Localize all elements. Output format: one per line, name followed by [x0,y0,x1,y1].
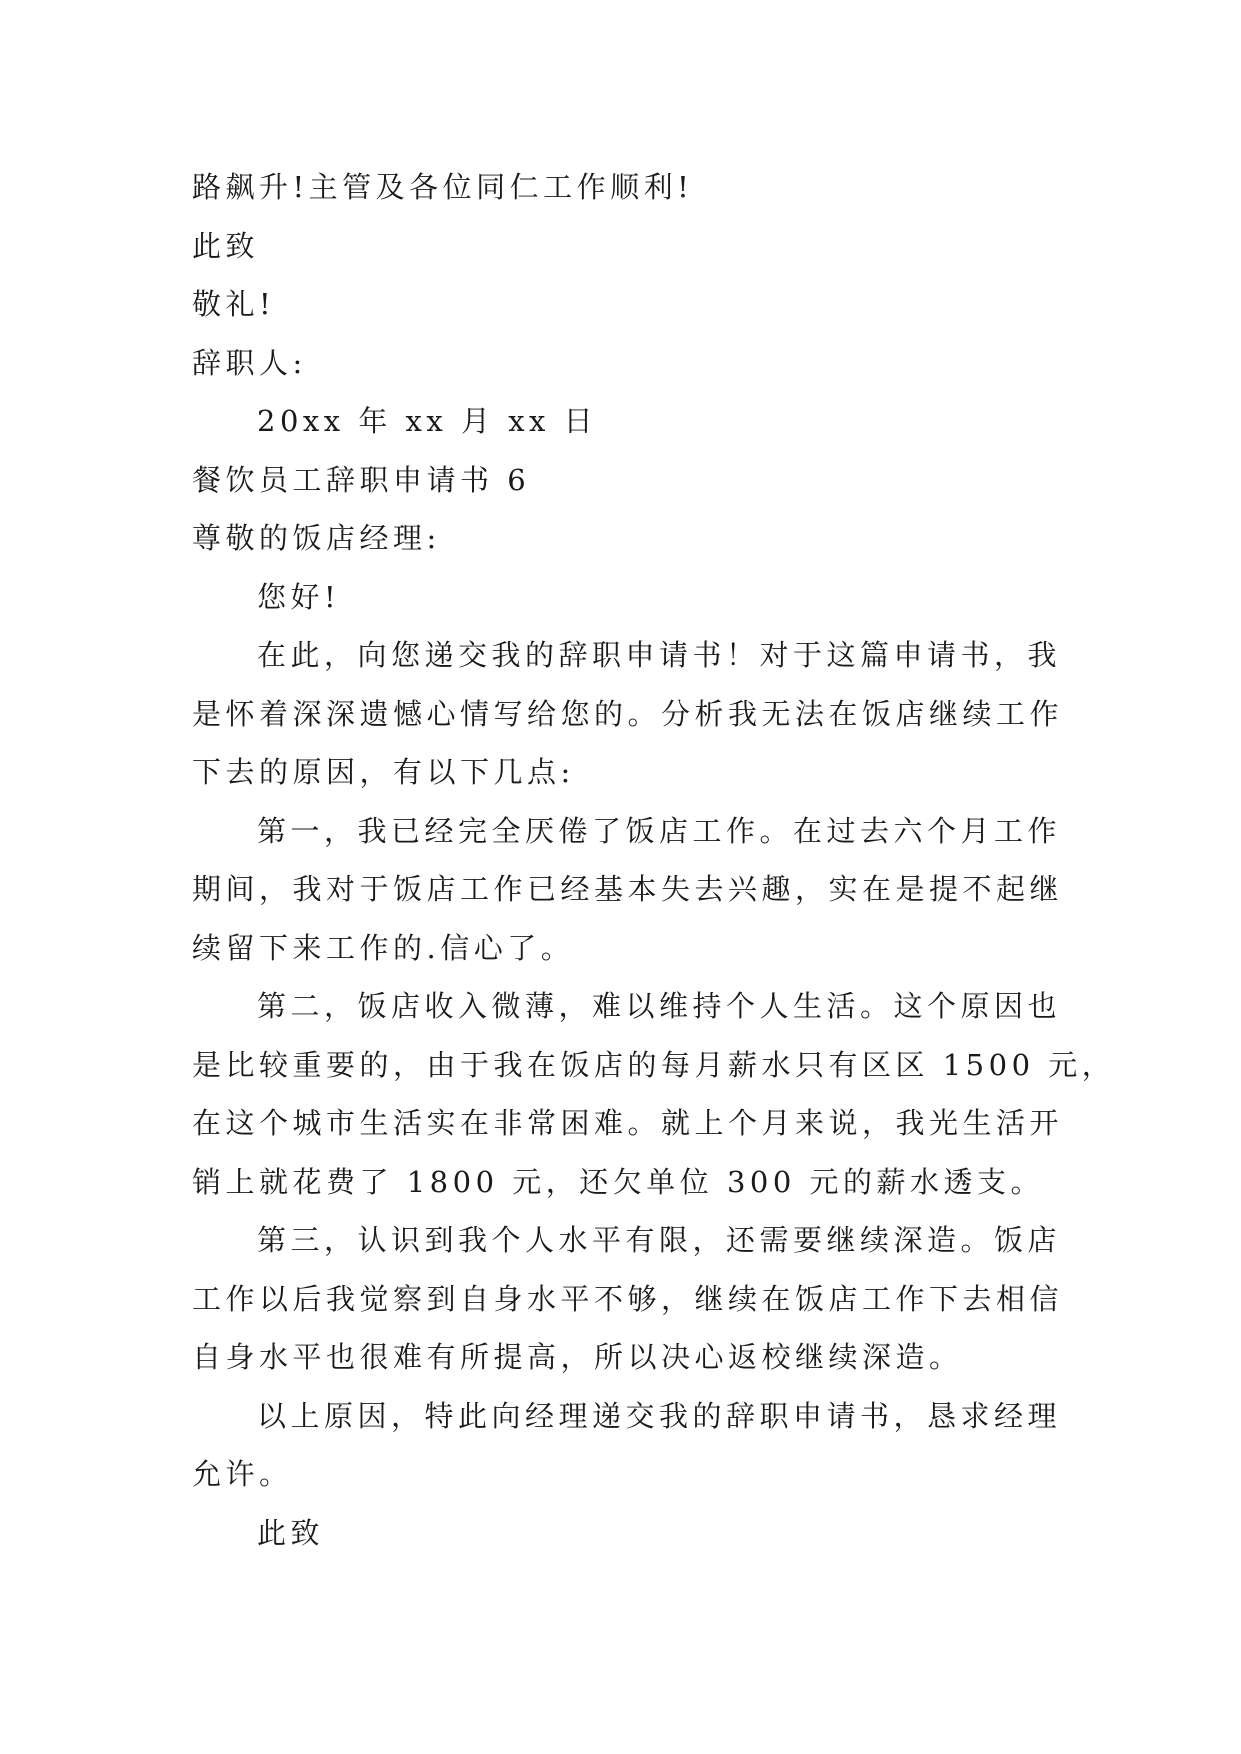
paragraph-line: 第三，认识到我个人水平有限，还需要继续深造。饭店 [257,1223,1062,1257]
paragraph-line: 销上就花费了 1800 元，还欠单位 300 元的薪水透支。 [192,1164,1045,1199]
paragraph-line: 是比较重要的，由于我在饭店的每月薪水只有区区 1500 元， [192,1047,1116,1082]
text-line: 此致 [192,228,260,263]
salutation: 尊敬的饭店经理: [192,521,441,555]
paragraph-line: 下去的原因，有以下几点: [192,755,575,789]
paragraph-line: 在这个城市生活实在非常困难。就上个月来说，我光生活开 [192,1106,1064,1140]
paragraph-line: 第一，我已经完全厌倦了饭店工作。在过去六个月工作 [257,813,1062,848]
paragraph-line: 是怀着深深遗憾心情写给您的。分析我无法在饭店继续工作 [192,696,1064,731]
paragraph-line: 续留下来工作的.信心了。 [192,930,575,965]
paragraph-line: 在此，向您递交我的辞职申请书！对于这篇申请书，我 [257,638,1062,672]
document-page [192,158,1116,1562]
paragraph-line: 以上原因，特此向经理递交我的辞职申请书，恳求经理 [257,1398,1062,1433]
text-line: 路飙升!主管及各位同仁工作顺利! [192,170,694,204]
text-line: 辞职人: [192,345,307,380]
paragraph-line: 工作以后我觉察到自身水平不够，继续在饭店工作下去相信 [192,1281,1064,1316]
date-line: 20xx 年 xx 月 xx 日 [257,404,598,438]
section-title: 餐饮员工辞职申请书 6 [192,462,531,497]
greeting: 您好! [257,579,341,614]
paragraph-line: 第二，饭店收入微薄，难以维持个人生活。这个原因也 [257,989,1062,1023]
paragraph-line: 自身水平也很难有所提高，所以决心返校继续深造。 [192,1340,963,1374]
paragraph-line: 期间，我对于饭店工作已经基本失去兴趣，实在是提不起继 [192,872,1064,906]
text-line: 敬礼! [192,287,276,321]
paragraph-line: 允许。 [192,1457,293,1491]
closing-line: 此致 [257,1515,325,1550]
